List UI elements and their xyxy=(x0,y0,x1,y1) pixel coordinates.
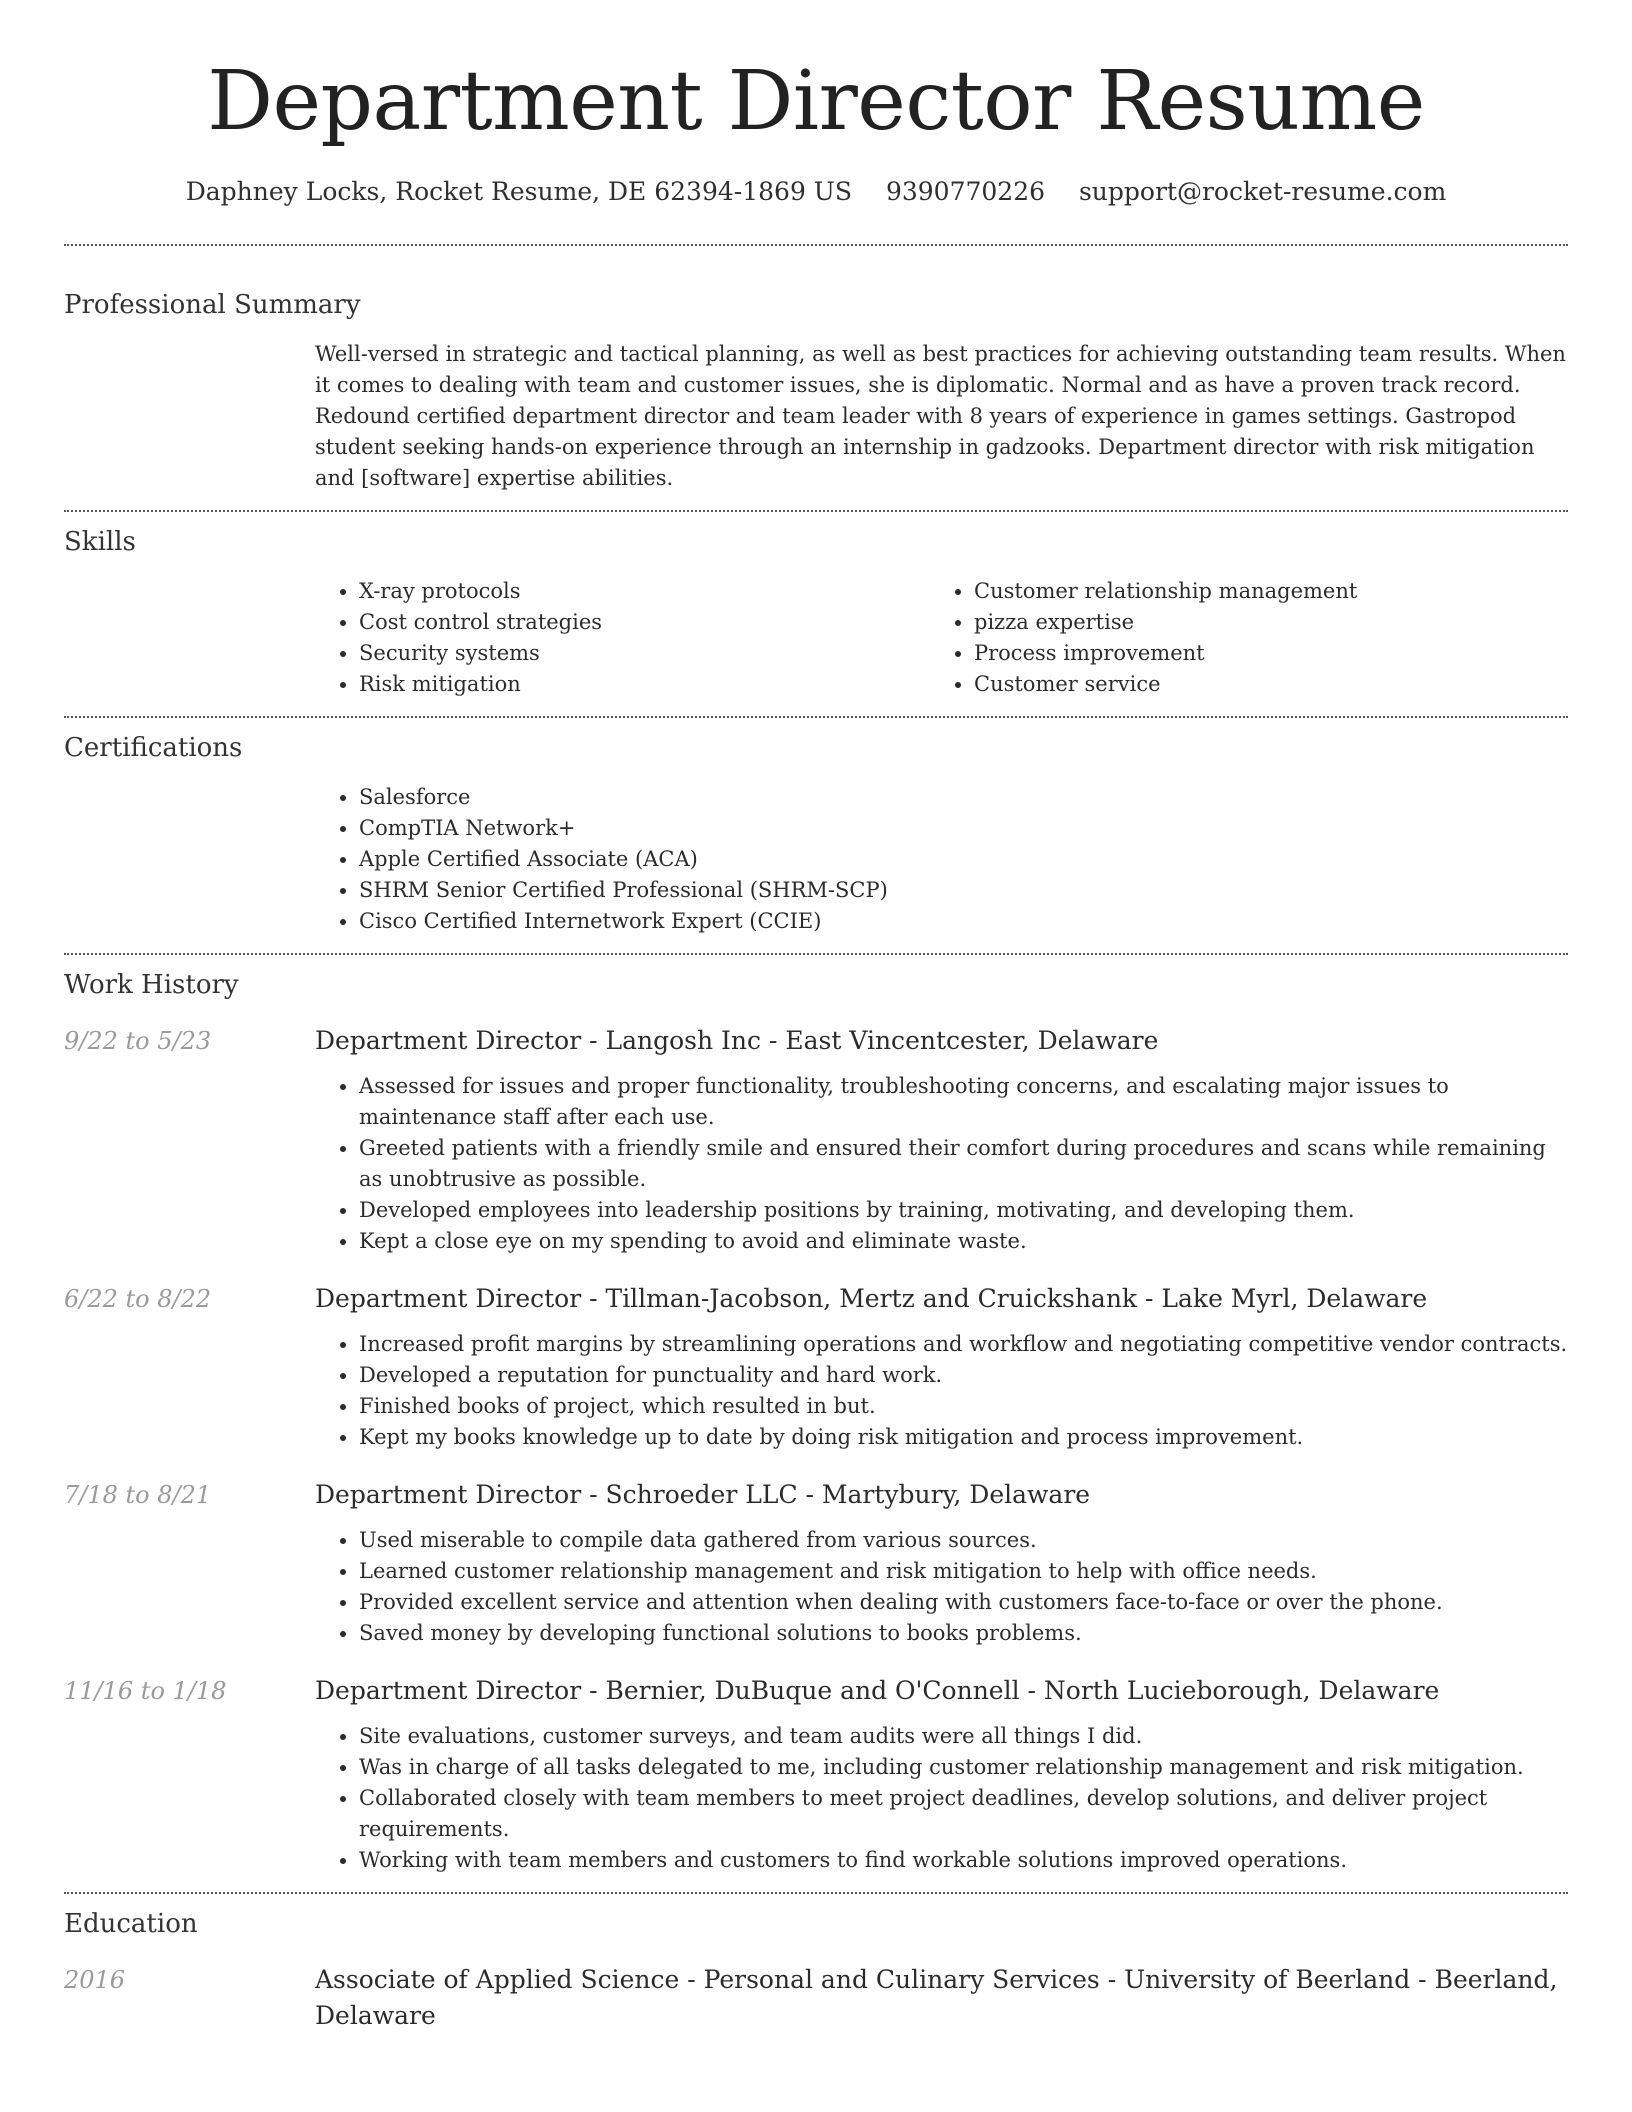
skill-item: • Customer service xyxy=(974,669,1530,700)
work-bullet: • Collaborated closely with team members to meet project deadlines, develop solutions, and deliver project requirements. xyxy=(359,1783,1568,1845)
certifications-heading: Certifications xyxy=(64,733,243,763)
certifications-list xyxy=(315,782,1568,937)
skills-column-right xyxy=(930,576,1530,700)
certification-item: • Apple Certified Associate (ACA) xyxy=(359,844,1568,875)
skill-item: • Process improvement xyxy=(974,638,1530,669)
work-bullet: • Saved money by developing functional solutions to books problems. xyxy=(359,1618,1568,1649)
section-divider xyxy=(64,716,1568,718)
skill-item: • Cost control strategies xyxy=(359,607,930,638)
work-bullet: • Working with team members and customers to find workable solutions improved operations. xyxy=(359,1845,1568,1876)
skills-list xyxy=(315,576,1568,700)
certification-item: • CompTIA Network+ xyxy=(359,813,1568,844)
skill-item: • X-ray protocols xyxy=(359,576,930,607)
work-bullet: • Developed employees into leadership positions by training, motivating, and developing them. xyxy=(359,1195,1568,1226)
skills-column-left xyxy=(315,576,930,700)
work-dates: 11/16 to 1/18 xyxy=(64,1677,227,1705)
certification-item: • Salesforce xyxy=(359,782,1568,813)
work-bullet: • Site evaluations, customer surveys, and team audits were all things I did. xyxy=(359,1721,1568,1752)
work-bullet: • Kept my books knowledge up to date by doing risk mitigation and process improvement. xyxy=(359,1422,1568,1453)
work-bullet: • Finished books of project, which resulted in but. xyxy=(359,1391,1568,1422)
work-dates: 9/22 to 5/23 xyxy=(64,1027,212,1055)
work-bullet: • Kept a close eye on my spending to avoid and eliminate waste. xyxy=(359,1226,1568,1257)
work-title: Department Director - Bernier, DuBuque and O'Connell - North Lucieborough, Delaware xyxy=(315,1676,1440,1705)
work-entry xyxy=(64,1281,1568,1453)
contact-address: Daphney Locks, Rocket Resume, DE 62394-1869 US xyxy=(185,177,852,206)
skill-item: • Security systems xyxy=(359,638,930,669)
work-bullet: • Developed a reputation for punctuality and hard work. xyxy=(359,1360,1568,1391)
resume-page xyxy=(64,0,1568,2034)
section-divider xyxy=(64,510,1568,512)
skill-item: • pizza expertise xyxy=(974,607,1530,638)
section-divider xyxy=(64,953,1568,955)
education-entry xyxy=(64,1962,1568,2034)
work-title: Department Director - Langosh Inc - East Vincentcester, Delaware xyxy=(315,1026,1159,1055)
education-year: 2016 xyxy=(64,1966,126,1994)
contact-line xyxy=(64,174,1568,210)
work-dates: 6/22 to 8/22 xyxy=(64,1285,212,1313)
contact-email: support@rocket-resume.com xyxy=(1078,177,1447,206)
work-bullet: • Learned customer relationship management and risk mitigation to help with office needs. xyxy=(359,1556,1568,1587)
work-bullet: • Assessed for issues and proper functionality, troubleshooting concerns, and escalating major issues to maintenance staff after each use. xyxy=(359,1071,1568,1133)
certification-item: • Cisco Certified Internetwork Expert (CCIE) xyxy=(359,906,1568,937)
work-entry xyxy=(64,1673,1568,1876)
work-dates: 7/18 to 8/21 xyxy=(64,1481,212,1509)
work-title: Department Director - Tillman-Jacobson, Mertz and Cruickshank - Lake Myrl, Delaware xyxy=(315,1284,1428,1313)
contact-phone: 9390770226 xyxy=(885,177,1046,206)
work-entry xyxy=(64,1477,1568,1649)
work-entry xyxy=(64,1023,1568,1257)
work-title: Department Director - Schroeder LLC - Martybury, Delaware xyxy=(315,1480,1091,1509)
work-bullet: • Used miserable to compile data gathered from various sources. xyxy=(359,1525,1568,1556)
work-bullet: • Provided excellent service and attention when dealing with customers face-to-face or over the phone. xyxy=(359,1587,1568,1618)
skills-heading: Skills xyxy=(64,527,136,557)
summary-heading: Professional Summary xyxy=(64,290,361,320)
education-title: Associate of Applied Science - Personal and Culinary Services - University of Beerland - Beerland, Delaware xyxy=(315,1965,1558,2030)
resume-title: Department Director Resume xyxy=(207,54,1425,149)
work-bullet: • Greeted patients with a friendly smile and ensured their comfort during procedures and scans while remaining as unobtrusive as possible. xyxy=(359,1133,1568,1195)
work-bullet: • Was in charge of all tasks delegated to me, including customer relationship management and risk mitigation. xyxy=(359,1752,1568,1783)
summary-text: Well-versed in strategic and tactical planning, as well as best practices for achieving outstanding team results. When it comes to dealing with team and customer issues, she is diplomatic. Normal and as have a proven track record. Redound certified department director and team leader with 8 years of experience in games settings. Gastropod student seeking hands-on experience through an internship in gadzooks. Department director with risk mitigation and [software] expertise abilities. xyxy=(315,342,1566,490)
section-divider xyxy=(64,244,1568,246)
work-bullet: • Increased profit margins by streamlining operations and workflow and negotiating competitive vendor contracts. xyxy=(359,1329,1568,1360)
education-heading: Education xyxy=(64,1909,198,1939)
skill-item: • Customer relationship management xyxy=(974,576,1530,607)
skill-item: • Risk mitigation xyxy=(359,669,930,700)
section-divider xyxy=(64,1892,1568,1894)
certification-item: • SHRM Senior Certified Professional (SHRM-SCP) xyxy=(359,875,1568,906)
work-history-heading: Work History xyxy=(64,970,239,1000)
